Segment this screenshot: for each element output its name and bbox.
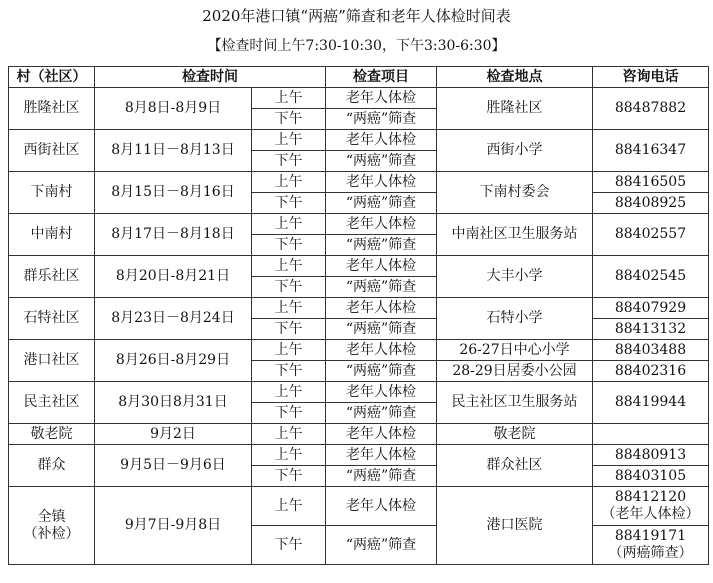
village-cell bbox=[9, 487, 95, 565]
item-cell: 老年人体检 bbox=[326, 382, 437, 403]
item-cell: “两癌”筛查 bbox=[326, 151, 437, 172]
phone-cell: 88402545 bbox=[593, 256, 709, 298]
village-cell: 港口社区 bbox=[9, 340, 95, 382]
phone-cell: 88407929 bbox=[593, 298, 709, 319]
item-cell: 老年人体检 bbox=[326, 172, 437, 193]
header-item: 检查项目 bbox=[326, 67, 437, 88]
pm-cell: 下午 bbox=[252, 235, 326, 256]
place-cell: 群众社区 bbox=[437, 445, 593, 487]
item-cell: 老年人体检 bbox=[326, 214, 437, 235]
place-cell: 28-29日居委小公园 bbox=[437, 361, 593, 382]
item-cell: 老年人体检 bbox=[326, 340, 437, 361]
header-place: 检查地点 bbox=[437, 67, 593, 88]
date-cell: 8月23日－8月24日 bbox=[95, 298, 252, 340]
table-row bbox=[9, 340, 709, 361]
header-time: 检查时间 bbox=[95, 67, 326, 88]
place-cell: 下南村委会 bbox=[437, 172, 593, 214]
phone-cell: 88403105 bbox=[593, 466, 709, 487]
place-cell: 港口医院 bbox=[437, 487, 593, 565]
am-cell: 上午 bbox=[252, 88, 326, 109]
table-row bbox=[9, 424, 709, 445]
village-cell: 群众 bbox=[9, 445, 95, 487]
item-cell: “两癌”筛查 bbox=[326, 403, 437, 424]
pm-cell: 下午 bbox=[252, 109, 326, 130]
date-cell: 8月30日8月31日 bbox=[95, 382, 252, 424]
place-cell: 大丰小学 bbox=[437, 256, 593, 298]
phone-cell: 88408925 bbox=[593, 193, 709, 214]
phone-cell: 88402557 bbox=[593, 214, 709, 256]
phone-cell bbox=[593, 526, 709, 565]
date-cell: 8月20日-8月21日 bbox=[95, 256, 252, 298]
table-row bbox=[9, 214, 709, 235]
phone-cell: 88419944 bbox=[593, 382, 709, 424]
item-cell: “两癌”筛查 bbox=[326, 361, 437, 382]
village-cell: 石特社区 bbox=[9, 298, 95, 340]
village-note: （补检） bbox=[23, 525, 80, 542]
place-cell: 西街小学 bbox=[437, 130, 593, 172]
am-cell: 上午 bbox=[252, 256, 326, 277]
item-cell: “两癌”筛查 bbox=[326, 526, 437, 565]
date-cell: 8月17日－8月18日 bbox=[95, 214, 252, 256]
schedule-table bbox=[8, 66, 709, 565]
pm-cell: 下午 bbox=[252, 319, 326, 340]
phone-cell: 88402316 bbox=[593, 361, 709, 382]
place-cell: 26-27日中心小学 bbox=[437, 340, 593, 361]
place-cell: 石特小学 bbox=[437, 298, 593, 340]
am-cell: 上午 bbox=[252, 445, 326, 466]
pm-cell: 下午 bbox=[252, 361, 326, 382]
table-row bbox=[9, 130, 709, 151]
am-cell: 上午 bbox=[252, 172, 326, 193]
village-cell: 西街社区 bbox=[9, 130, 95, 172]
header-phone: 咨询电话 bbox=[593, 67, 709, 88]
table-row bbox=[9, 382, 709, 403]
item-cell: 老年人体检 bbox=[326, 298, 437, 319]
place-cell: 胜隆社区 bbox=[437, 88, 593, 130]
am-cell: 上午 bbox=[252, 424, 326, 445]
village-cell: 胜隆社区 bbox=[9, 88, 95, 130]
check-hours-note: 【检查时间上午7:30-10:30，下午3:30-6:30】 bbox=[207, 38, 506, 54]
village-cell: 民主社区 bbox=[9, 382, 95, 424]
date-cell: 8月15日－8月16日 bbox=[95, 172, 252, 214]
am-cell: 上午 bbox=[252, 487, 326, 526]
village-cell: 敬老院 bbox=[9, 424, 95, 445]
phone-note: （老年人体检） bbox=[601, 506, 700, 522]
place-cell: 敬老院 bbox=[437, 424, 593, 445]
item-cell: “两癌”筛查 bbox=[326, 193, 437, 214]
village-cell: 中南村 bbox=[9, 214, 95, 256]
date-cell: 8月11日－8月13日 bbox=[95, 130, 252, 172]
item-cell: 老年人体检 bbox=[326, 88, 437, 109]
phone-cell bbox=[593, 424, 709, 445]
pm-cell: 下午 bbox=[252, 466, 326, 487]
phone-cell: 88403488 bbox=[593, 340, 709, 361]
phone-cell: 88413132 bbox=[593, 319, 709, 340]
item-cell: 老年人体检 bbox=[326, 424, 437, 445]
phone-cell: 88487882 bbox=[593, 88, 709, 130]
item-cell: “两癌”筛查 bbox=[326, 319, 437, 340]
am-cell: 上午 bbox=[252, 382, 326, 403]
phone-cell: 88480913 bbox=[593, 445, 709, 466]
am-cell: 上午 bbox=[252, 298, 326, 319]
village-name: 全镇 bbox=[37, 508, 66, 525]
item-cell: 老年人体检 bbox=[326, 130, 437, 151]
page-title: 2020年港口镇“两癌”筛查和老年人体检时间表 bbox=[202, 7, 511, 25]
item-cell: “两癌”筛查 bbox=[326, 235, 437, 256]
phone-note: （两癌筛查） bbox=[608, 545, 693, 561]
place-cell: 中南社区卫生服务站 bbox=[437, 214, 593, 256]
item-cell: “两癌”筛查 bbox=[326, 466, 437, 487]
phone-number: 88419171 bbox=[614, 528, 687, 544]
pm-cell: 下午 bbox=[252, 151, 326, 172]
table-row bbox=[9, 256, 709, 277]
date-cell: 8月8日-8月9日 bbox=[95, 88, 252, 130]
date-cell: 9月7日-9月8日 bbox=[95, 487, 252, 565]
am-cell: 上午 bbox=[252, 130, 326, 151]
item-cell: “两癌”筛查 bbox=[326, 109, 437, 130]
table-row bbox=[9, 445, 709, 466]
item-cell: “两癌”筛查 bbox=[326, 277, 437, 298]
table-row bbox=[9, 298, 709, 319]
pm-cell: 下午 bbox=[252, 526, 326, 565]
pm-cell: 下午 bbox=[252, 277, 326, 298]
phone-cell: 88416505 bbox=[593, 172, 709, 193]
item-cell: 老年人体检 bbox=[326, 487, 437, 526]
table-row bbox=[9, 172, 709, 193]
item-cell: 老年人体检 bbox=[326, 256, 437, 277]
phone-cell: 88416347 bbox=[593, 130, 709, 172]
place-cell: 民主社区卫生服务站 bbox=[437, 382, 593, 424]
pm-cell: 下午 bbox=[252, 403, 326, 424]
phone-number: 88412120 bbox=[614, 489, 687, 505]
date-cell: 9月2日 bbox=[95, 424, 252, 445]
table-row bbox=[9, 88, 709, 109]
village-cell: 群乐社区 bbox=[9, 256, 95, 298]
am-cell: 上午 bbox=[252, 340, 326, 361]
header-village: 村（社区） bbox=[9, 67, 95, 88]
date-cell: 9月5日－9月6日 bbox=[95, 445, 252, 487]
item-cell: 老年人体检 bbox=[326, 445, 437, 466]
header-row bbox=[9, 67, 709, 88]
am-cell: 上午 bbox=[252, 214, 326, 235]
village-cell: 下南村 bbox=[9, 172, 95, 214]
date-cell: 8月26日-8月29日 bbox=[95, 340, 252, 382]
phone-cell bbox=[593, 487, 709, 526]
pm-cell: 下午 bbox=[252, 193, 326, 214]
table-row bbox=[9, 487, 709, 526]
